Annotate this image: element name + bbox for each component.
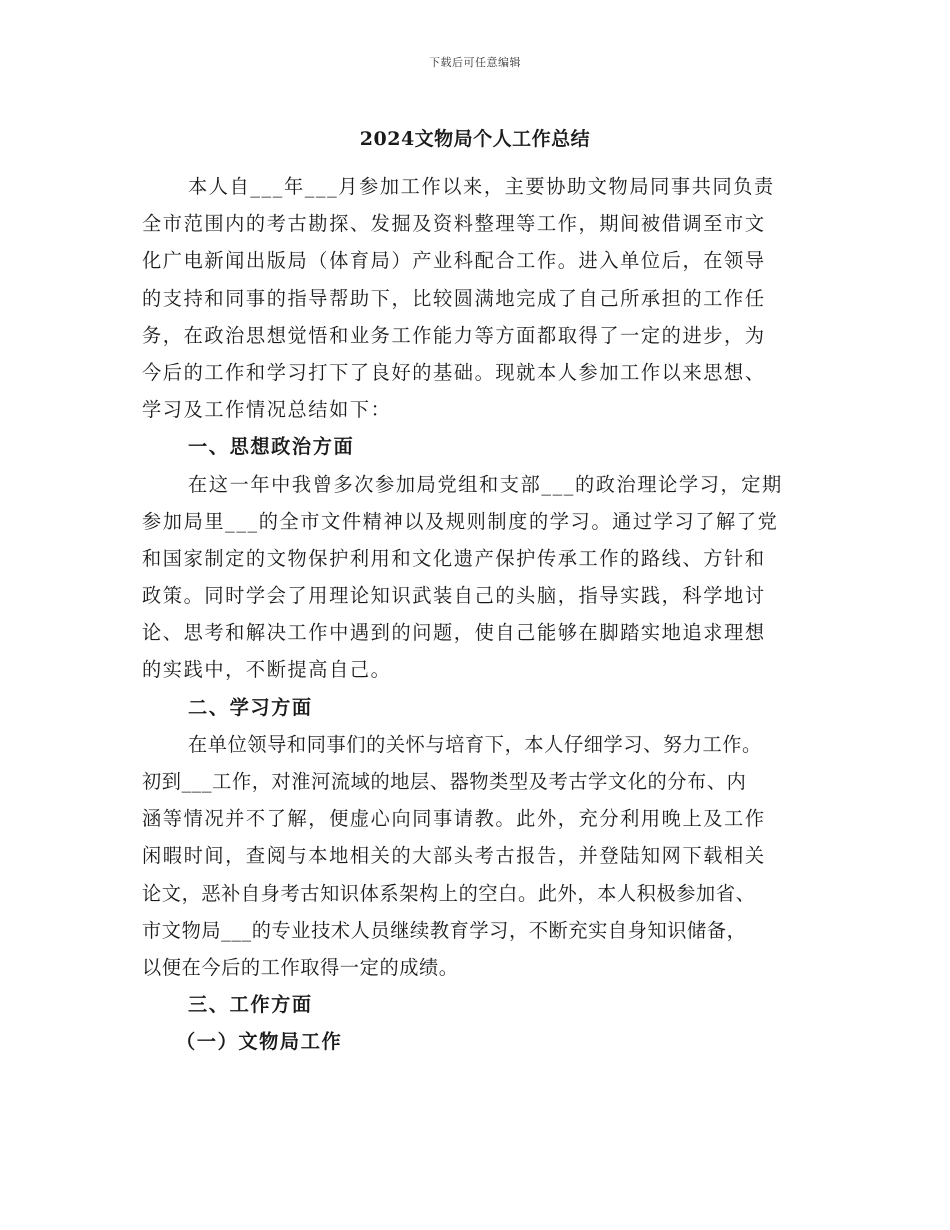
politics-paragraph xyxy=(142,466,810,689)
document-title: 2024文物局个人工作总结 xyxy=(359,128,591,150)
document-body xyxy=(142,168,810,1061)
paragraph-line: 全市范围内的考古勘探、发掘及资料整理等工作，期间被借调至市文 xyxy=(142,212,766,236)
paragraph-line: 学习及工作情况总结如下： xyxy=(142,398,392,422)
paragraph-line: 涵等情况并不了解，便虚心向同事请教。此外，充分利用晚上及工作 xyxy=(142,807,766,831)
study-paragraph xyxy=(142,726,810,986)
paragraph-line: 论、思考和解决工作中遇到的问题，使自己能够在脚踏实地追求理想 xyxy=(142,621,766,645)
paragraph-line: 和国家制定的文物保护利用和文化遗产保护传承工作的路线、方针和 xyxy=(142,546,766,570)
paragraph-line: 的实践中，不断提高自己。 xyxy=(142,658,392,682)
paragraph-line: 政策。同时学会了用理论知识武装自己的头脑，指导实践，科学地讨 xyxy=(142,584,766,608)
paragraph-line: 参加局里___的全市文件精神以及规则制度的学习。通过学习了解了党 xyxy=(142,509,779,533)
section-heading-politics: 一、思想政治方面 xyxy=(188,435,355,459)
paragraph-line: 今后的工作和学习打下了良好的基础。现就本人参加工作以来思想、 xyxy=(142,360,766,384)
header-note: 下载后可任意编辑 xyxy=(429,56,521,69)
paragraph-line: 初到___工作，对淮河流域的地层、器物类型及考古学文化的分布、内 xyxy=(142,770,747,793)
paragraph-line: 的支持和同事的指导帮助下，比较圆满地完成了自己所承担的工作任 xyxy=(142,286,766,310)
paragraph-line: 在单位领导和同事们的关怀与培育下，本人仔细学习、努力工作。 xyxy=(188,732,762,756)
paragraph-line: 化广电新闻出版局（体育局）产业科配合工作。进入单位后，在领导 xyxy=(142,249,766,273)
paragraph-line: 以便在今后的工作取得一定的成绩。 xyxy=(142,955,459,979)
paragraph-line: 论文，恶补自身考古知识体系架构上的空白。此外，本人积极参加省、 xyxy=(142,881,756,905)
intro-paragraph xyxy=(142,168,810,428)
section-heading-work: 三、工作方面 xyxy=(188,993,313,1017)
paragraph-line: 本人自___年___月参加工作以来，主要协助文物局同事共同负责 xyxy=(188,175,775,198)
paragraph-line: 市文物局___的专业技术人员继续教育学习，不断充实自身知识储备， xyxy=(142,918,747,942)
subsection-heading-bureau-work: （一）文物局工作 xyxy=(176,1030,343,1054)
paragraph-line: 在这一年中我曾多次参加局党组和支部___的政治理论学习，定期 xyxy=(188,472,783,496)
paragraph-line: 务，在政治思想觉悟和业务工作能力等方面都取得了一定的进步，为 xyxy=(142,323,766,347)
paragraph-line: 闲暇时间，查阅与本地相关的大部头考古报告，并登陆知网下载相关 xyxy=(142,844,766,868)
section-heading-study: 二、学习方面 xyxy=(188,695,313,719)
